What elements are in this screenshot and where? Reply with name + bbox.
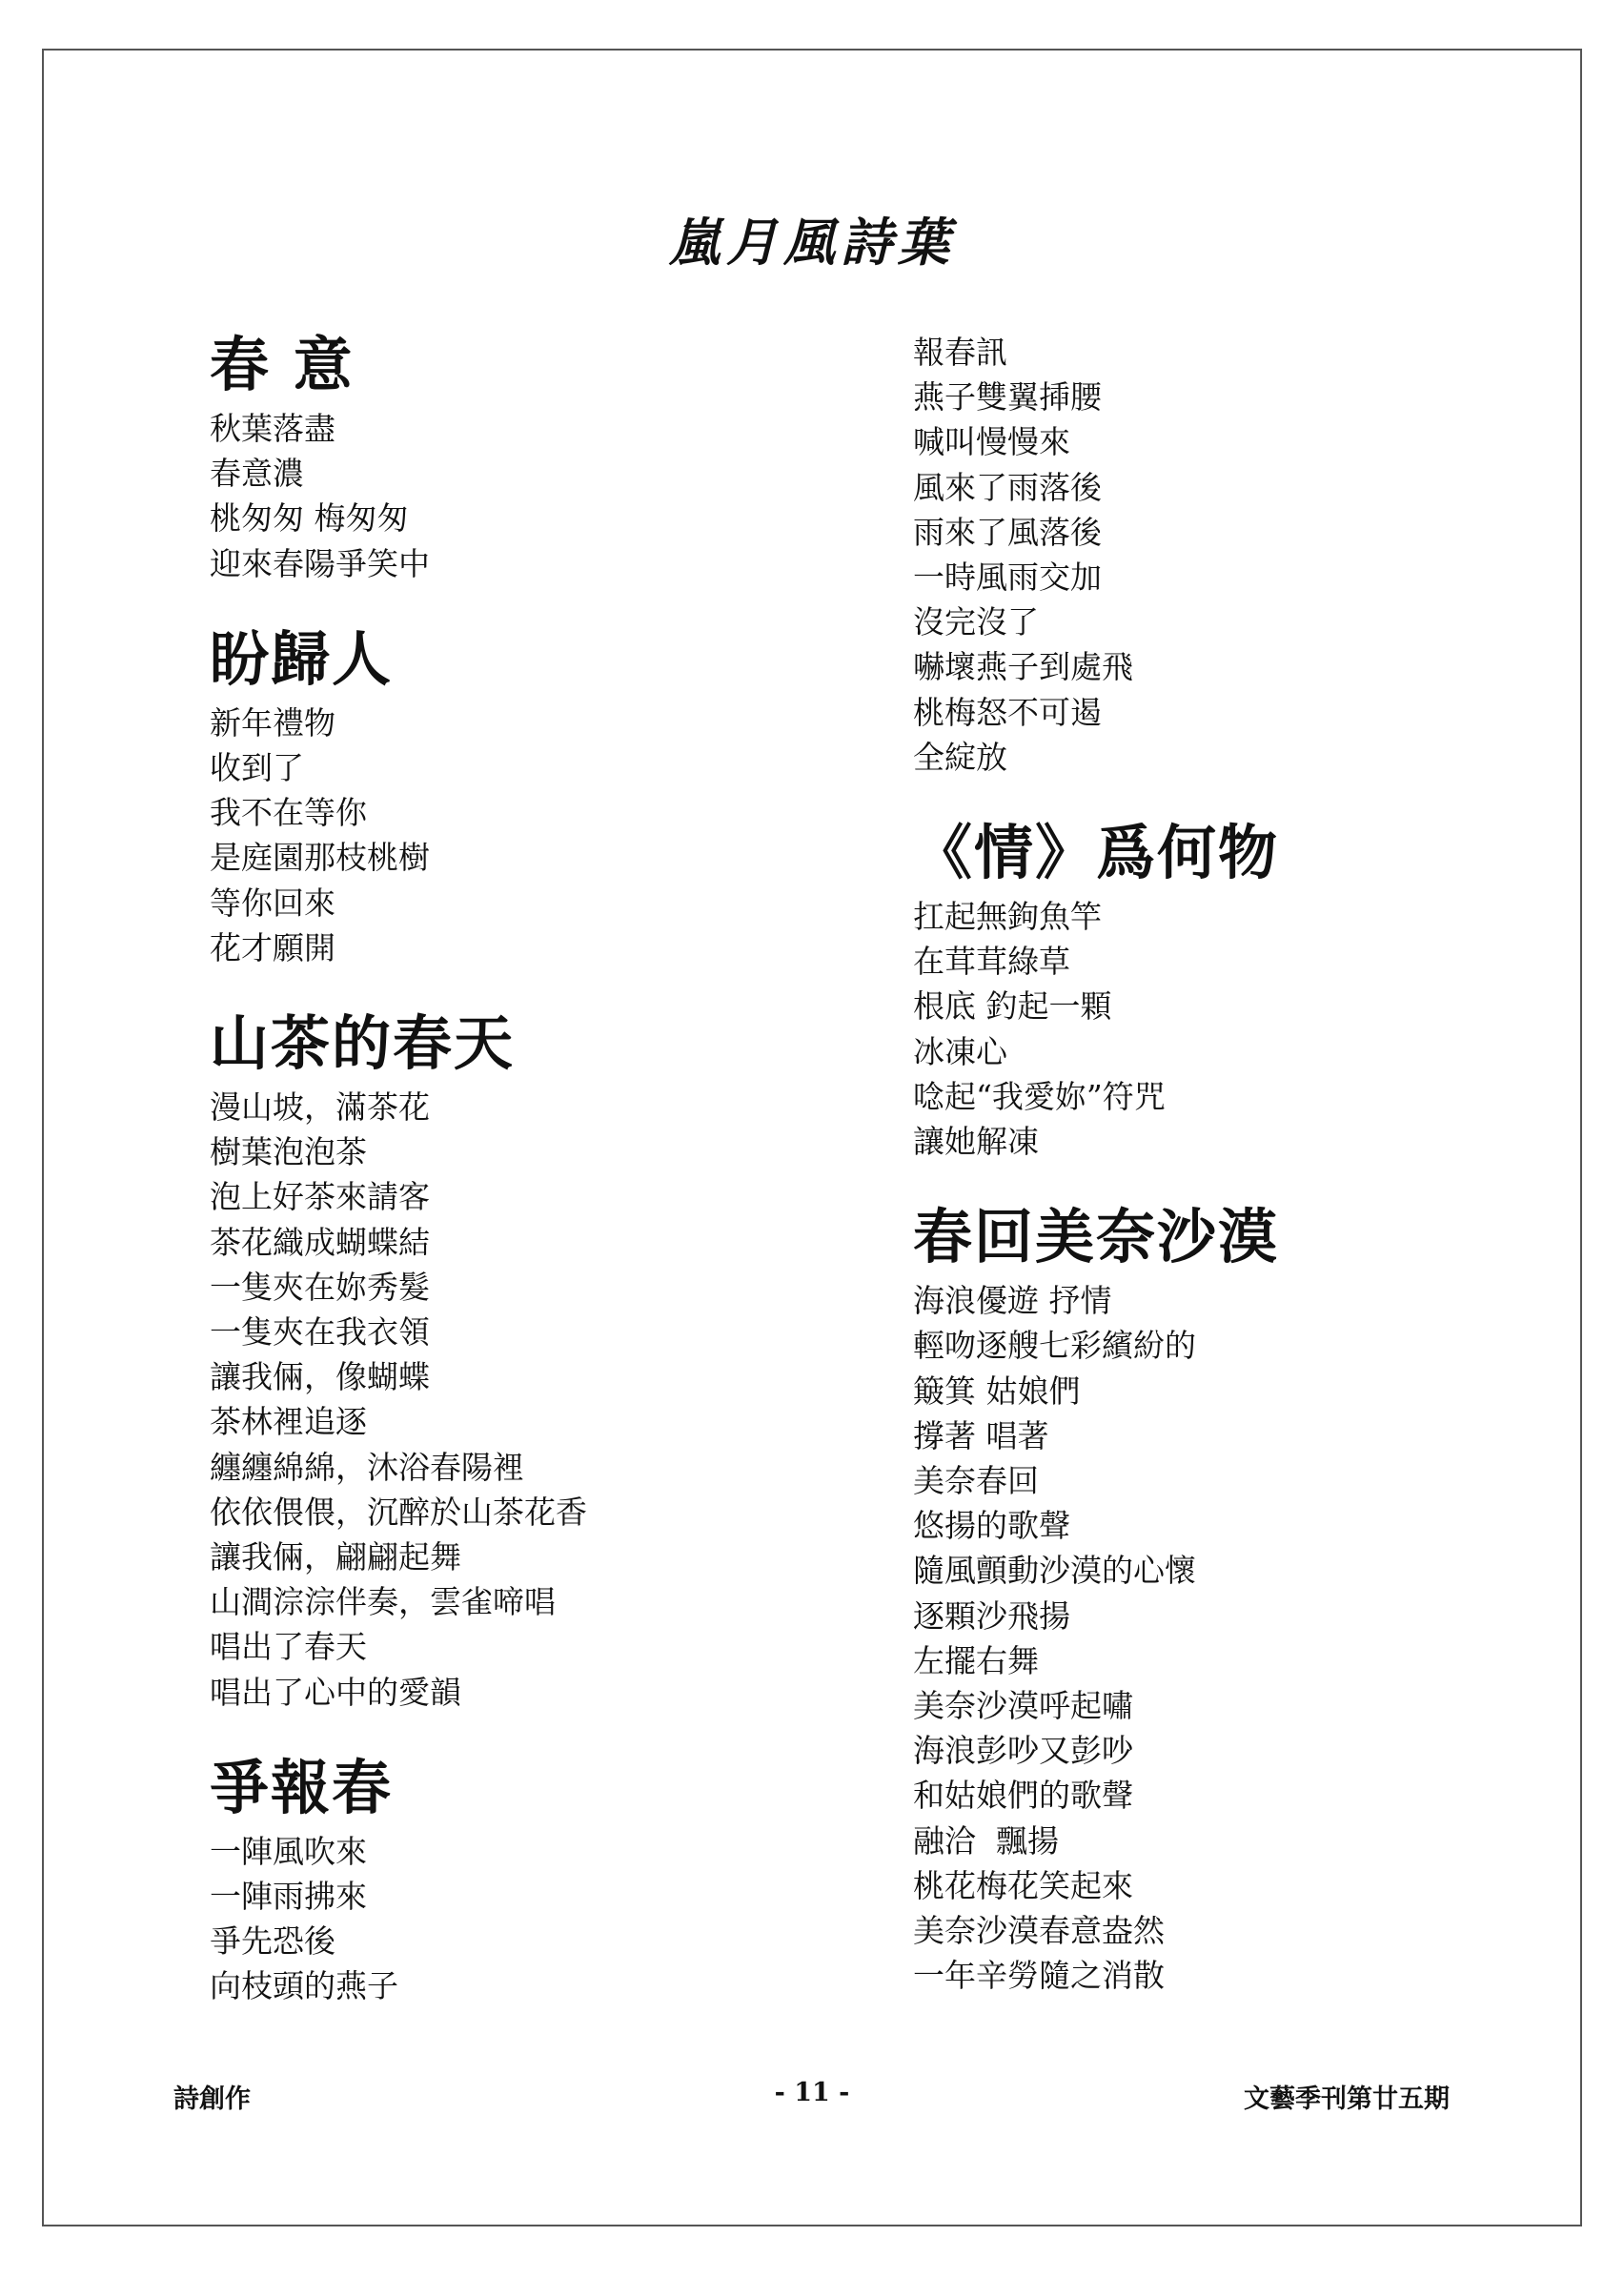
poem-line: 在茸茸綠草 [913, 943, 1070, 981]
poem-line: 唸起“我愛妳”符咒 [913, 1077, 1166, 1115]
poem-line: 冰凍心 [913, 1032, 1007, 1070]
poem-gap [913, 1164, 1523, 1196]
poem-line: 泡上好茶來請客 [210, 1178, 430, 1216]
poem-line: 山澗淙淙伴奏，雲雀啼唱 [210, 1583, 556, 1621]
poem-line: 花才願開 [210, 928, 335, 966]
page-title: 嵐月風詩葉 [669, 212, 955, 273]
poem-gap [210, 1715, 877, 1747]
poem-line: 讓她解凍 [913, 1123, 1039, 1161]
poem-line: 春意濃 [210, 455, 304, 493]
poem-line: 燕子雙翼揷腰 [913, 378, 1102, 417]
footer-page-number: - 11 - [774, 2078, 850, 2107]
poem-line: 一隻夾在妳秀髮 [210, 1268, 430, 1306]
poem-line: 美奈沙漠春意盎然 [913, 1912, 1165, 1950]
poem-gap [210, 970, 877, 1003]
poem-line: 是庭園那枝桃樹 [210, 839, 430, 877]
poem-line: 纏纏綿綿，沐浴春陽裡 [210, 1448, 524, 1486]
poem-line: 唱出了春天 [210, 1628, 367, 1666]
poem-line: 悠揚的歌聲 [913, 1507, 1070, 1545]
poem-line: 向枝頭的燕子 [210, 1967, 398, 2005]
footer-section: 詩創作 [173, 2084, 251, 2114]
poem-title: 爭報春 [210, 1752, 394, 1822]
poem-line: 海浪優遊 抒情 [913, 1282, 1112, 1320]
poem-line: 唱出了心中的愛韻 [210, 1673, 461, 1711]
poem-line: 讓我倆，像蝴蝶 [210, 1358, 430, 1396]
poem-line: 桃匆匆 梅匆匆 [210, 499, 409, 538]
poem-line: 桃梅怒不可遏 [913, 693, 1102, 731]
poem-line: 依依偎偎，沉醉於山茶花香 [210, 1493, 587, 1531]
poem-title: 春 意 [210, 330, 355, 399]
poem-line: 扛起無鉤魚竿 [913, 898, 1102, 936]
poem-line: 收到了 [210, 749, 304, 787]
poem-line: 喊叫慢慢來 [913, 423, 1070, 461]
poem-gap [913, 780, 1523, 812]
footer-publication: 文藝季刊第廿五期 [1244, 2084, 1450, 2114]
poem [210, 970, 877, 1715]
poem-line: 秋葉落盡 [210, 410, 335, 447]
poem-line: 讓我倆，翩翩起舞 [210, 1538, 461, 1576]
poem-line: 根底 釣起一顆 [913, 987, 1112, 1026]
poem-line: 簸箕 姑娘們 [913, 1372, 1081, 1410]
poem-line: 迎來春陽爭笑中 [210, 544, 430, 582]
poem-line: 風來了雨落後 [913, 468, 1102, 506]
poem [210, 586, 877, 970]
poem [913, 780, 1523, 1164]
poem-line: 桃花梅花笑起來 [913, 1866, 1133, 1904]
poem-line: 新年禮物 [210, 703, 335, 742]
poem-gap [210, 586, 877, 619]
poem-line: 茶林裡追逐 [210, 1403, 367, 1441]
poem-title: 春回美奈沙漠 [913, 1202, 1280, 1272]
poem-line: 美奈沙漠呼起嘯 [913, 1687, 1133, 1725]
poem-line: 一時風雨交加 [913, 559, 1102, 597]
poem-line: 嚇壞燕子到處飛 [913, 648, 1133, 686]
poem-line: 爭先恐後 [210, 1922, 335, 1961]
poem-title: 《情》爲何物 [913, 818, 1280, 888]
poem-line: 漫山坡，滿茶花 [210, 1088, 430, 1127]
poem-line: 茶花織成蝴蝶結 [210, 1223, 430, 1261]
poem-line: 報春訊 [913, 334, 1007, 371]
poem-line: 隨風顫動沙漠的心懷 [913, 1552, 1196, 1590]
poem-line: 我不在等你 [210, 794, 367, 832]
poem [210, 1715, 877, 2009]
poem-line: 雨來了風落後 [913, 513, 1102, 551]
poem-line: 樹葉泡泡茶 [210, 1133, 367, 1171]
poem-line: 一隻夾在我衣領 [210, 1313, 430, 1352]
poem-line: 撐著 唱著 [913, 1416, 1049, 1454]
poem-line: 一陣風吹來 [210, 1832, 367, 1870]
poem [913, 1164, 1523, 1998]
poem-title: 盼歸人 [210, 623, 394, 694]
poem-line: 和姑娘們的歌聲 [913, 1777, 1133, 1815]
poem-line: 輕吻逐艘七彩繽紛的 [913, 1327, 1196, 1365]
poem-continuation [913, 330, 1523, 780]
poem-line: 美奈春回 [913, 1462, 1039, 1500]
poem-line: 全綻放 [913, 738, 1007, 776]
left-column [210, 324, 877, 2009]
poem-line: 等你回來 [210, 884, 335, 922]
poem-line: 逐顆沙飛揚 [913, 1596, 1070, 1635]
poem-line: 左擺右舞 [913, 1641, 1039, 1679]
poem-line: 一陣雨拂來 [210, 1878, 367, 1916]
poem-line: 沒完沒了 [913, 603, 1039, 641]
right-column [913, 330, 1523, 1999]
poem [210, 324, 877, 586]
poem-line: 一年辛勞隨之消散 [913, 1957, 1165, 1995]
poem-line: 融洽 飄揚 [913, 1821, 1059, 1860]
poem-title: 山茶的春天 [210, 1008, 516, 1079]
poem-line: 海浪彭吵又彭吵 [913, 1732, 1133, 1770]
